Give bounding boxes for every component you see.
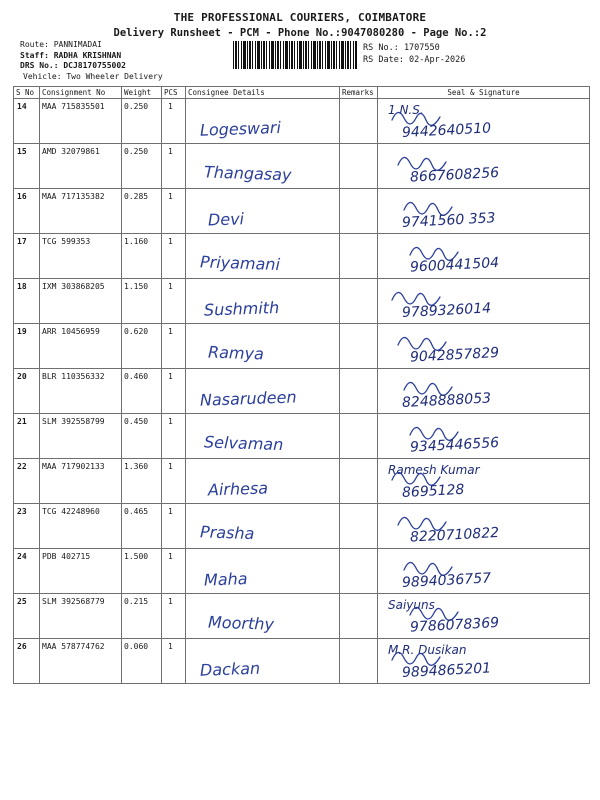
handwritten-phone-number: 9042857829	[409, 344, 500, 366]
row-seal-cell	[378, 144, 590, 189]
row-consignment-no: BLR 110356332	[40, 369, 122, 414]
table-row	[14, 594, 590, 639]
handwritten-phone-number: 9786078369	[409, 614, 500, 636]
row-pcs: 1	[162, 324, 186, 369]
runsheet-table	[13, 86, 590, 684]
row-seal-cell	[378, 504, 590, 549]
handwritten-consignee-name: Logeswari	[199, 117, 282, 140]
table-row	[14, 189, 590, 234]
row-pcs: 1	[162, 189, 186, 234]
row-consignee-cell	[186, 639, 340, 684]
row-consignee-cell	[186, 594, 340, 639]
row-pcs: 1	[162, 234, 186, 279]
row-pcs: 1	[162, 594, 186, 639]
row-pcs: 1	[162, 369, 186, 414]
row-seal-cell	[378, 549, 590, 594]
row-remarks-cell	[340, 324, 378, 369]
handwritten-seal-note: Ramesh Kumar	[388, 463, 480, 477]
row-weight: 1.360	[122, 459, 162, 504]
handwritten-consignee-name: Sushmith	[203, 297, 280, 320]
table-row	[14, 99, 590, 144]
row-consignment-no: SLM 392568779	[40, 594, 122, 639]
handwritten-phone-number: 9442640510	[401, 120, 492, 142]
row-pcs: 1	[162, 279, 186, 324]
col-header-consignee: Consignee Details	[186, 87, 340, 99]
row-seal-cell	[378, 639, 590, 684]
row-consignee-cell	[186, 459, 340, 504]
row-remarks-cell	[340, 144, 378, 189]
row-weight: 0.250	[122, 99, 162, 144]
handwritten-phone-number: 8667608256	[409, 164, 500, 186]
table-row	[14, 639, 590, 684]
drs-label: DRS No.: DCJ8170755002	[20, 61, 126, 70]
row-remarks-cell	[340, 504, 378, 549]
row-seal-cell	[378, 414, 590, 459]
row-remarks-cell	[340, 414, 378, 459]
staff-label: Staff: RADHA KRISHNAN	[20, 50, 122, 60]
route-label: Route: PANNIMADAI	[20, 40, 102, 49]
row-consignee-cell	[186, 99, 340, 144]
row-consignee-cell	[186, 324, 340, 369]
handwritten-consignee-name: Moorthy	[207, 612, 275, 634]
row-sno: 26	[14, 639, 40, 684]
col-header-remarks: Remarks	[340, 87, 378, 99]
company-title: THE PROFESSIONAL COURIERS, COIMBATORE	[173, 11, 427, 24]
row-weight: 0.285	[122, 189, 162, 234]
row-remarks-cell	[340, 189, 378, 234]
row-pcs: 1	[162, 504, 186, 549]
row-weight: 1.150	[122, 279, 162, 324]
table-header-row	[14, 87, 590, 99]
row-seal-cell	[378, 369, 590, 414]
handwritten-phone-number: 9894865201	[401, 660, 492, 682]
row-consignee-cell	[186, 369, 340, 414]
handwritten-consignee-name: Devi	[207, 209, 245, 230]
row-pcs: 1	[162, 549, 186, 594]
table-row	[14, 234, 590, 279]
table-row	[14, 504, 590, 549]
barcode	[233, 41, 357, 69]
row-consignment-no: MAA 717135382	[40, 189, 122, 234]
row-seal-cell	[378, 594, 590, 639]
handwritten-consignee-name: Prasha	[199, 522, 255, 544]
handwritten-seal-note: M.R. Dusikan	[388, 643, 467, 657]
header-info-left	[20, 40, 163, 82]
handwritten-phone-number: 9894036757	[401, 570, 492, 592]
row-remarks-cell	[340, 279, 378, 324]
row-consignee-cell	[186, 279, 340, 324]
row-weight: 0.465	[122, 504, 162, 549]
row-weight: 1.500	[122, 549, 162, 594]
row-weight: 0.460	[122, 369, 162, 414]
row-seal-cell	[378, 234, 590, 279]
row-remarks-cell	[340, 369, 378, 414]
row-sno: 17	[14, 234, 40, 279]
handwritten-seal-note: Saiyuns	[388, 598, 435, 612]
row-sno: 21	[14, 414, 40, 459]
header-info-right	[363, 42, 465, 66]
handwritten-consignee-name: Maha	[203, 569, 248, 590]
row-weight: 0.450	[122, 414, 162, 459]
row-weight: 0.250	[122, 144, 162, 189]
col-header-consignment: Consignment No	[40, 87, 122, 99]
row-consignee-cell	[186, 144, 340, 189]
handwritten-phone-number: 8248888053	[401, 390, 492, 412]
row-remarks-cell	[340, 549, 378, 594]
handwritten-phone-number: 9600441504	[409, 254, 500, 276]
col-header-pcs: PCS	[162, 87, 186, 99]
row-consignment-no: MAA 715835501	[40, 99, 122, 144]
handwritten-phone-number: 9741560 353	[401, 210, 496, 232]
table-row	[14, 324, 590, 369]
row-sno: 24	[14, 549, 40, 594]
row-seal-cell	[378, 279, 590, 324]
row-consignment-no: SLM 392558799	[40, 414, 122, 459]
row-consignee-cell	[186, 549, 340, 594]
row-weight: 0.620	[122, 324, 162, 369]
row-pcs: 1	[162, 414, 186, 459]
handwritten-phone-number: 9789326014	[401, 300, 492, 322]
rs-date: RS Date: 02-Apr-2026	[363, 55, 466, 65]
row-consignee-cell	[186, 414, 340, 459]
row-seal-cell	[378, 459, 590, 504]
handwritten-consignee-name: Priyamani	[199, 252, 281, 275]
row-pcs: 1	[162, 639, 186, 684]
row-remarks-cell	[340, 639, 378, 684]
vehicle-label: Vehicle: Two Wheeler Delivery	[23, 71, 163, 81]
row-sno: 22	[14, 459, 40, 504]
row-consignment-no: TCG 42248960	[40, 504, 122, 549]
table-row	[14, 369, 590, 414]
row-seal-cell	[378, 99, 590, 144]
row-remarks-cell	[340, 234, 378, 279]
row-weight: 0.060	[122, 639, 162, 684]
row-pcs: 1	[162, 99, 186, 144]
table-row	[14, 459, 590, 504]
table-row	[14, 414, 590, 459]
row-consignment-no: AMD 32079861	[40, 144, 122, 189]
col-header-weight: Weight	[122, 87, 162, 99]
row-consignee-cell	[186, 234, 340, 279]
row-consignment-no: ARR 10456959	[40, 324, 122, 369]
row-sno: 18	[14, 279, 40, 324]
row-consignment-no: TCG 599353	[40, 234, 122, 279]
row-sno: 25	[14, 594, 40, 639]
row-weight: 0.215	[122, 594, 162, 639]
table-row	[14, 279, 590, 324]
handwritten-consignee-name: Nasarudeen	[199, 387, 297, 410]
row-seal-cell	[378, 324, 590, 369]
col-header-sno: S No	[14, 87, 40, 99]
row-sno: 19	[14, 324, 40, 369]
row-remarks-cell	[340, 99, 378, 144]
row-pcs: 1	[162, 459, 186, 504]
row-sno: 23	[14, 504, 40, 549]
handwritten-phone-number: 8220710822	[409, 524, 500, 546]
handwritten-consignee-name: Ramya	[207, 342, 265, 364]
handwritten-consignee-name: Thangasay	[203, 162, 292, 185]
handwritten-phone-number: 8695128	[401, 481, 465, 502]
row-consignment-no: MAA 578774762	[40, 639, 122, 684]
handwritten-seal-note: 1 N.S.	[388, 103, 424, 117]
row-consignment-no: PDB 402715	[40, 549, 122, 594]
row-consignee-cell	[186, 189, 340, 234]
row-consignment-no: MAA 717902133	[40, 459, 122, 504]
row-sno: 16	[14, 189, 40, 234]
rs-number: RS No.: 1707550	[363, 43, 440, 53]
row-remarks-cell	[340, 594, 378, 639]
row-sno: 14	[14, 99, 40, 144]
row-consignee-cell	[186, 504, 340, 549]
col-header-seal: Seal & Signature	[378, 87, 590, 99]
table-row	[14, 549, 590, 594]
handwritten-phone-number: 9345446556	[409, 434, 500, 456]
row-pcs: 1	[162, 144, 186, 189]
handwritten-consignee-name: Airhesa	[207, 478, 269, 500]
handwritten-consignee-name: Selvaman	[203, 432, 284, 455]
row-seal-cell	[378, 189, 590, 234]
row-weight: 1.160	[122, 234, 162, 279]
row-sno: 15	[14, 144, 40, 189]
row-consignment-no: IXM 303868205	[40, 279, 122, 324]
runsheet-subtitle: Delivery Runsheet - PCM - Phone No.:9047080280 - Page No.:2	[113, 27, 487, 39]
table-row	[14, 144, 590, 189]
handwritten-consignee-name: Dackan	[199, 658, 261, 680]
row-remarks-cell	[340, 459, 378, 504]
row-sno: 20	[14, 369, 40, 414]
